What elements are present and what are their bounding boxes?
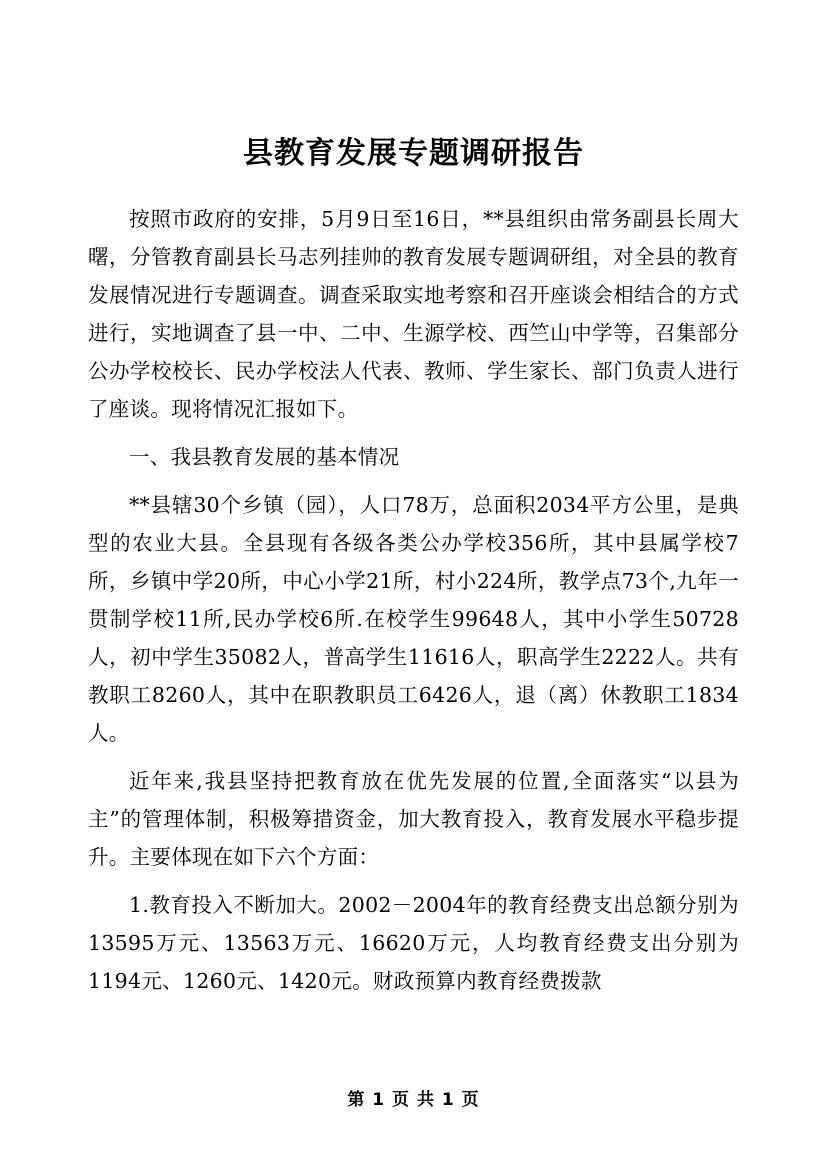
document-body <box>88 0 739 1170</box>
paragraph-2: 一、我县教育发展的基本情况 <box>129 445 400 469</box>
paragraph-4: 近年来,我县坚持把教育放在优先发展的位置,全面落实“以县为主”的管理体制，积极筹措资金，加大教育投入，教育发展水平稳步提升。主要体现在如下六个方面： <box>88 769 739 869</box>
page-footer: 第 1 页 共 1 页 <box>347 1090 480 1110</box>
paragraph-5: 1.教育投入不断加大。2002－2004年的教育经费支出总额分别为13595万元、13563万元、16620万元，人均教育经费支出分别为1194元、1260元、1420元。财政预算内教育经费拨款 <box>88 893 739 993</box>
page-title: 县教育发展专题调研报告 <box>243 136 584 171</box>
paragraph-3: **县辖30个乡镇（园），人口78万，总面积2034平方公里，是典型的农业大县。全县现有各级各类公办学校356所，其中县属学校7所，乡镇中学20所，中心小学21所，村小224所，教学点73个,九年一贯制学校11所,民办学校6所.在校学生99648人，其中小学生50728人，初中学生35082人，普高学生11616人，职高学生2222人。共有教职工8260人，其中在职教职员工6426人，退（离）休教职工1834人。 <box>88 493 739 745</box>
paragraph-1: 按照市政府的安排，5月9日至16日，**县组织由常务副县长周大曙，分管教育副县长马志列挂帅的教育发展专题调研组，对全县的教育发展情况进行专题调查。调查采取实地考察和召开座谈会相结合的方式进行，实地调查了县一中、二中、生源学校、西竺山中学等，召集部分公办学校校长、民办学校法人代表、教师、学生家长、部门负责人进行了座谈。现将情况汇报如下。 <box>88 207 739 421</box>
